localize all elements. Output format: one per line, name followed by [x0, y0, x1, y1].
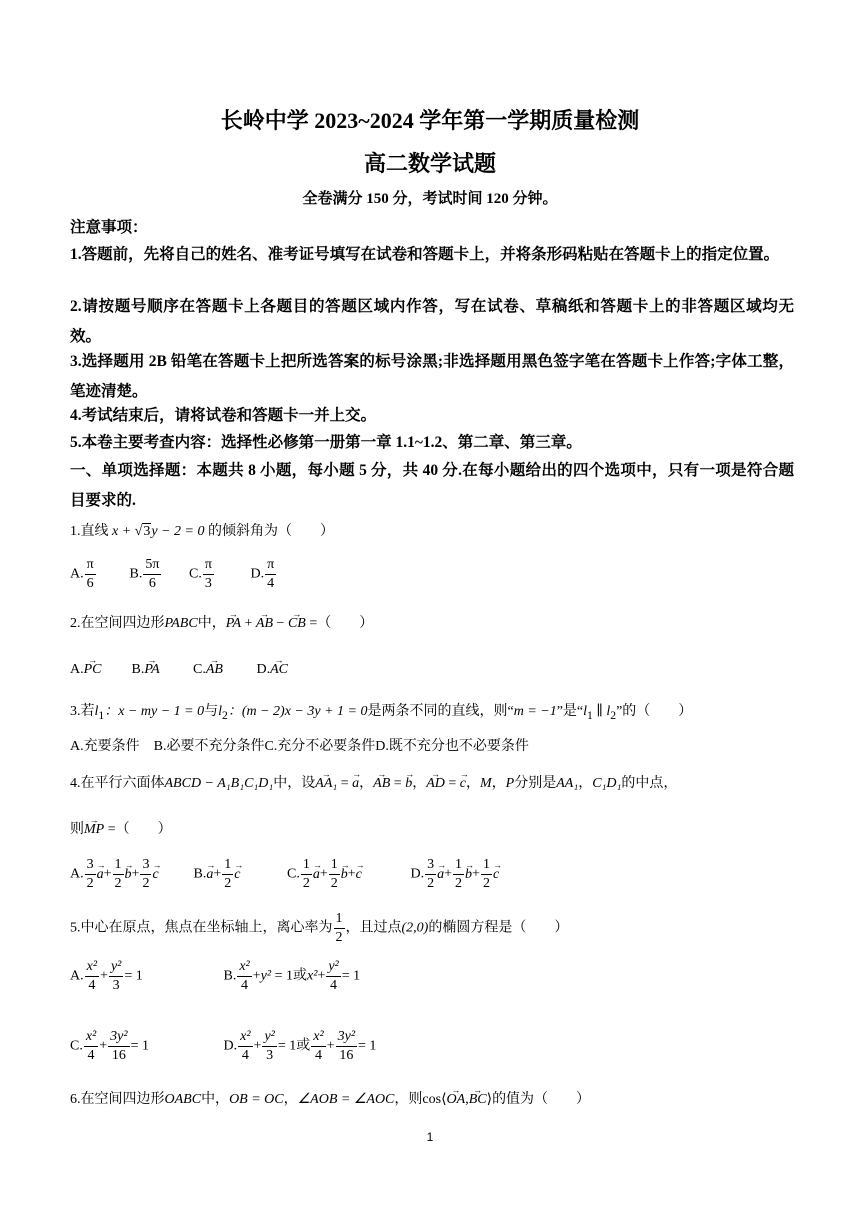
q3-l2-sub: 2 — [222, 708, 228, 722]
q6-suffix: 的值为（ ） — [492, 1092, 591, 1107]
q1-option-c: C. $\frac{\pi}{3}$ — [189, 557, 212, 591]
q1-option-d: D. $\frac{\pi}{4}$ — [250, 557, 275, 591]
q4-vec-ad: AD → — [426, 774, 445, 794]
q6-t2: ， — [283, 1092, 298, 1107]
question-5-options-row2 — [70, 1028, 794, 1065]
q3-l1: l — [94, 704, 99, 719]
q4-line2-suffix: =（ ） — [104, 822, 172, 837]
section-heading: 一、单项选择题：本题共 8 小题，每小题 5 分，共 40 分.在每小题给出的四个选项中，只有一项是符合题目要求的. — [70, 462, 794, 509]
question-5-stem — [70, 910, 794, 947]
q4-option-a: A. $\frac{3}{2}$ a →+ $\frac{1}{2}$ b →+ $\frac{3}{2}$ c → — [70, 856, 190, 893]
note-item-3: 3.选择题用 2B 铅笔在答题卡上把所选答案的标号涂黑;非选择题用黑色签字笔在答题卡上作答;字体工整，笔迹清楚。 — [70, 353, 794, 400]
q4-prefix: 4.在平行六面体 — [70, 776, 165, 791]
q4-text4: 的中点， — [621, 776, 678, 791]
q3-l1-again: l — [583, 704, 588, 719]
q6-cond1: OB = OC — [229, 1092, 284, 1107]
question-5-options-row1 — [70, 958, 794, 995]
q4-text1: 中，设 — [273, 776, 316, 791]
q3-eq1: ：x − my − 1 = 0 — [104, 704, 205, 719]
q6-cond2: ∠AOB = ∠AOC — [297, 1092, 395, 1107]
notes-heading: 注意事项： — [70, 219, 148, 236]
q2-prefix: 2.在空间四边形 — [70, 616, 165, 631]
q4-vec-ab: AB → — [373, 774, 390, 794]
q2-mid: 中， — [197, 616, 226, 631]
q6-shape: OABC — [164, 1092, 202, 1107]
q4-eq-c: = — [444, 776, 460, 791]
q4-eq-b: = — [390, 776, 406, 791]
q3-l1-sub: 1 — [98, 708, 105, 722]
page-number: 1 — [426, 1130, 434, 1144]
q3-l2-again: l — [606, 704, 611, 719]
q4-vec-b: b → — [405, 774, 412, 794]
q4-option-b: B.a →+ $\frac{1}{2}$ c → — [194, 856, 284, 893]
q5-eccentricity: $\frac{1}{2}$ — [335, 911, 343, 945]
question-4-options — [70, 856, 794, 893]
q4-option-d: D. $\frac{3}{2}$ a →+ $\frac{1}{2}$ b →+ $\frac{1}{2}$ c → — [411, 856, 500, 893]
q4-text2: ， — [465, 776, 480, 791]
question-6-stem: 6.在空间四边形OABC中，OB = OC，∠AOB = ∠AOC，则cos⟨OA →,BC →⟩的值为（ ） — [70, 1090, 794, 1110]
q5-point: (2,0) — [401, 920, 429, 936]
q1-option-b: B. $\frac{5\pi}{6}$ — [129, 557, 160, 591]
note-item-4: 4.考试结束后，请将试卷和答题卡一并上交。 — [70, 407, 377, 424]
note-item-1: 1.答题前，先将自己的姓名、准考证号填写在试卷和答题卡上，并将条形码粘贴在答题卡上的指定位置。 — [70, 246, 780, 263]
q5-mid: ，且过点 — [345, 920, 402, 936]
q3-l2: l — [218, 704, 222, 719]
q1-suffix: 的倾斜角为（ ） — [207, 524, 334, 539]
q4-vec-c: c → — [460, 774, 466, 794]
exam-title: 长岭中学 2023~2024 学年第一学期质量检测 — [220, 108, 640, 133]
q3-prefix: 3.若 — [70, 704, 95, 719]
q3-l2-sub-again: 2 — [610, 708, 617, 722]
q2-suffix: =（ ） — [305, 616, 374, 631]
q4-text3: 分别是 — [514, 776, 557, 791]
q6-vec-bc: BC → — [469, 1090, 487, 1110]
exam-subtitle: 高二数学试题 — [363, 151, 496, 176]
q2-option-b: B.PA → — [132, 660, 190, 680]
q2-op-1: + — [241, 616, 256, 631]
q2-option-d: D.AC → — [257, 660, 289, 680]
q3-middle: 是两条不同的直线，则“ — [367, 704, 514, 719]
question-2-options — [70, 660, 794, 680]
q2-vec-1: PA → — [226, 614, 241, 634]
q6-vec-oa: OA → — [447, 1090, 466, 1110]
q4-solid: ABCD − A₁B₁C₁D₁ — [164, 776, 274, 791]
q6-cos: cos — [422, 1092, 442, 1107]
q2-vec-2: AB → — [256, 614, 273, 634]
q1-option-a: A. $\frac{\pi}{6}$ — [70, 557, 94, 591]
q4-seg2: C₁D₁ — [592, 776, 622, 791]
q4-m: M — [479, 776, 492, 791]
q2-op-2: − — [273, 616, 288, 631]
q3-suffix: ”的（ ） — [616, 704, 693, 719]
question-2-stem — [70, 614, 794, 634]
q6-t1: 中， — [201, 1092, 230, 1107]
question-3-stem — [70, 702, 794, 726]
q4-vec-aa1: AA₁ → — [315, 774, 337, 794]
q1-prefix: 1.直线 — [70, 524, 109, 539]
q3-middle2: ”是“ — [556, 704, 584, 719]
q3-l1-sub-again: 1 — [587, 708, 593, 722]
question-3-options: A.充要条件 B.必要不充分条件C.充分不必要条件D.既不充分也不必要条件 — [70, 739, 529, 754]
q3-cond: m = −1 — [513, 704, 557, 719]
q4-vec-mp: MP → — [84, 820, 104, 840]
q3-eq2: ：(m − 2)x − 3y + 1 = 0 — [227, 704, 368, 719]
exam-info: 全卷满分 150 分，考试时间 120 分钟。 — [302, 191, 558, 207]
q5-option-b: B. $\frac{\text{x²}}{4}$ +y² = 1或x²+ $\frac{\text{y²}}{4}$ = 1 — [223, 959, 361, 993]
question-4-stem: 4.在平行六面体ABCD − A₁B₁C₁D₁中，设AA₁ → = a →，AB → = b →，AD → = c →，M，P分别是AA₁，C₁D₁的中点， — [70, 774, 794, 794]
q4-p: P — [505, 776, 515, 791]
q4-option-c: C. $\frac{1}{2}$ a →+ $\frac{1}{2}$ b →+c → — [287, 856, 407, 893]
q2-option-a: A.PC → — [70, 660, 128, 680]
q5-option-d: D. $\frac{\text{x²}}{4}$ + $\frac{\text{y²}}{3}$ = 1或 $\frac{\text{x²}}{4}$ + $\frac{\text{3y²}}{16}$ = 1 — [223, 1029, 377, 1063]
q1-eq-a: x + — [112, 524, 135, 539]
note-item-5: 5.本卷主要考查内容：选择性必修第一册第一章 1.1~1.2、第二章、第三章。 — [70, 434, 582, 451]
note-item-2: 2.请按题号顺序在答题卡上各题目的答题区域内作答，写在试卷、草稿纸和答题卡上的非答题区域均无效。 — [70, 298, 794, 345]
q5-prefix: 5.中心在原点，焦点在坐标轴上，离心率为 — [70, 920, 333, 936]
q1-eq-b: y − 2 = 0 — [151, 524, 205, 539]
q2-shape: PABC — [164, 616, 198, 631]
q6-prefix: 6.在空间四边形 — [70, 1092, 165, 1107]
q5-option-a: A. $\frac{\text{x²}}{4}$ + $\frac{\text{y²}}{3}$ = 1 — [70, 959, 143, 993]
q5-suffix: 的椭圆方程是（ ） — [428, 920, 569, 936]
q2-option-c: C.AB → — [193, 660, 253, 680]
q4-line2-prefix: 则 — [70, 822, 84, 837]
q6-t3: ，则 — [394, 1092, 423, 1107]
q5-option-c: C. $\frac{\text{x²}}{4}$ + $\frac{\text{3y²}}{16}$ = 1 — [70, 1029, 149, 1063]
question-1-stem: 1.直线 x + √3y − 2 = 0 的倾斜角为（ ） — [70, 524, 334, 539]
q4-eq-a: = — [337, 776, 353, 791]
q1-sqrt: 3 — [143, 524, 151, 539]
q2-vec-3: CB → — [288, 614, 306, 634]
question-1-options — [70, 556, 794, 593]
question-4-stem-line2 — [70, 820, 794, 840]
q4-vec-a: a → — [352, 774, 359, 794]
q3-and: 与 — [204, 704, 219, 719]
q4-seg1: AA₁ — [556, 776, 579, 791]
q3-parallel: ∥ — [592, 704, 607, 719]
